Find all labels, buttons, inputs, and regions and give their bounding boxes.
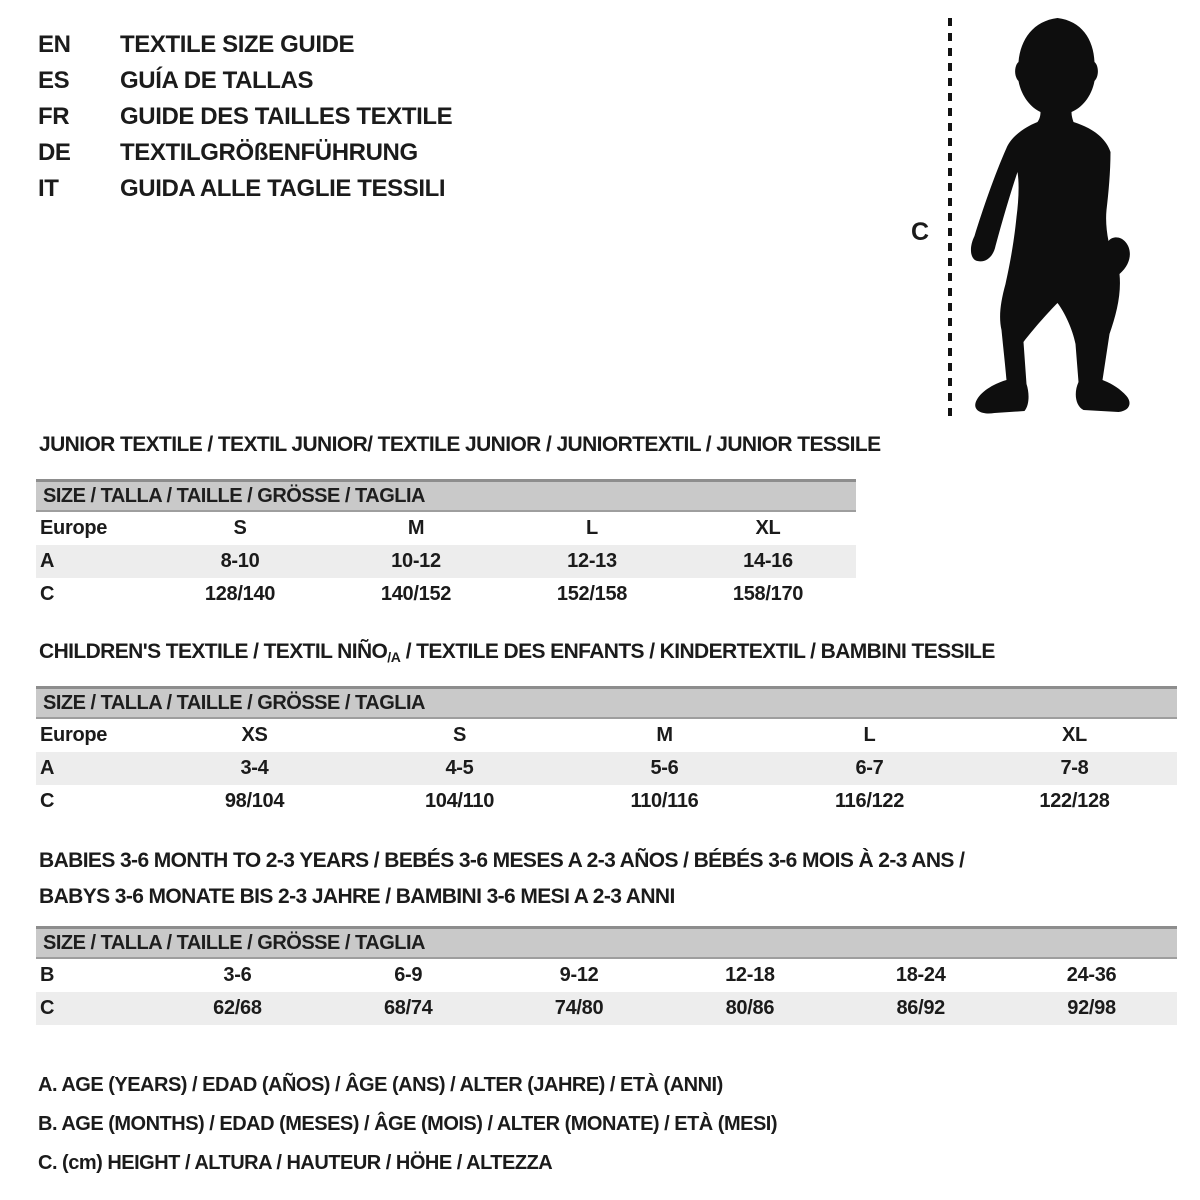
table-row (36, 719, 1177, 752)
table-row (36, 959, 1177, 992)
table-cell: 12-18 (725, 964, 775, 986)
table-cell: 140/152 (380, 583, 452, 605)
legend-line-height-cm: C. (cm) HEIGHT / ALTURA / HAUTEUR / HÖHE / ALTEZZA (38, 1152, 553, 1174)
section-title-text: / TEXTILE DES ENFANTS / KINDERTEXTIL / BAMBINI TESSILE (400, 640, 995, 663)
legend-line-age-months: B. AGE (MONTHS) / EDAD (MESES) / ÂGE (MOIS) / ALTER (MONATE) / ETÀ (MESI) (38, 1113, 778, 1135)
section-title-subscript: /A (387, 649, 401, 665)
table-cell: 92/98 (1067, 997, 1116, 1019)
table-row (36, 512, 856, 545)
language-code: DE (38, 139, 71, 166)
table-cell: 24-36 (1066, 964, 1117, 986)
table-cell: L (586, 517, 598, 539)
table-cell: L (863, 724, 876, 746)
size-header-bar: SIZE / TALLA / TAILLE / GRÖSSE / TAGLIA (36, 926, 1177, 959)
table-cell: 74/80 (554, 997, 604, 1019)
table-cell: 8-10 (220, 550, 260, 572)
legend-line-age-years: A. AGE (YEARS) / EDAD (AÑOS) / ÂGE (ANS) / ALTER (JAHRE) / ETÀ (ANNI) (38, 1074, 723, 1096)
table-cell: 9-12 (559, 964, 599, 986)
row-label: A (40, 550, 55, 572)
table-cell: 128/140 (204, 583, 276, 605)
language-row (38, 63, 452, 99)
table-cell: 62/68 (213, 997, 262, 1019)
measure-legend (38, 1066, 777, 1183)
table-cell: M (407, 517, 425, 539)
table-cell: XL (755, 517, 781, 539)
table-cell: S (452, 724, 467, 746)
table-cell: 86/92 (896, 997, 945, 1019)
size-header-bar: SIZE / TALLA / TAILLE / GRÖSSE / TAGLIA (36, 686, 1177, 719)
table-cell: 98/104 (224, 790, 285, 812)
table-cell: 12-13 (567, 550, 617, 572)
size-table-body (36, 512, 856, 611)
junior-textile-section (36, 433, 881, 611)
table-cell: 3-6 (223, 964, 252, 986)
language-title: TEXTILE SIZE GUIDE (120, 31, 355, 58)
language-row (38, 27, 452, 63)
table-cell: 5-6 (650, 757, 679, 779)
table-cell: 7-8 (1060, 757, 1089, 779)
section-title: BABYS 3-6 MONATE BIS 2-3 JAHRE / BAMBINI 3-6 MESI A 2-3 ANNI (39, 885, 675, 908)
row-label: C (40, 583, 55, 605)
babies-textile-section (36, 850, 1177, 1025)
table-cell: 110/116 (630, 790, 699, 812)
table-cell: 18-24 (895, 964, 946, 986)
height-measure-dashed-line (948, 18, 952, 418)
table-cell: 122/128 (1039, 790, 1110, 812)
language-code: ES (38, 67, 70, 94)
language-row (38, 99, 452, 135)
language-code: EN (38, 31, 71, 58)
table-row (36, 578, 856, 611)
childrens-textile-section (36, 641, 1177, 818)
language-row (38, 171, 452, 207)
table-cell: 6-9 (394, 964, 423, 986)
language-title: GUIDE DES TAILLES TEXTILE (120, 103, 453, 130)
table-row (36, 992, 1177, 1025)
language-list (38, 27, 452, 207)
size-table-body (36, 959, 1177, 1025)
language-title: GUÍA DE TALLAS (120, 67, 314, 94)
table-cell: 68/74 (383, 997, 433, 1019)
table-cell: 152/158 (556, 583, 628, 605)
height-measure-figure (903, 12, 1159, 424)
section-title (39, 641, 1177, 663)
language-code: IT (38, 175, 59, 202)
section-title: JUNIOR TEXTILE / TEXTIL JUNIOR/ TEXTILE JUNIOR / JUNIORTEXTIL / JUNIOR TESSILE (39, 433, 881, 456)
table-cell: XS (241, 724, 268, 746)
row-label: C (40, 790, 55, 812)
row-label: C (40, 997, 55, 1019)
row-label: A (40, 757, 55, 779)
section-title-text: CHILDREN'S TEXTILE / TEXTIL NIÑO (39, 640, 388, 663)
language-row (38, 135, 452, 171)
size-header-bar: SIZE / TALLA / TAILLE / GRÖSSE / TAGLIA (36, 479, 856, 512)
table-cell: S (233, 517, 247, 539)
table-row (36, 752, 1177, 785)
row-label: Europe (40, 724, 108, 746)
size-table-body (36, 719, 1177, 818)
table-cell: 10-12 (391, 550, 441, 572)
table-cell: 158/170 (732, 583, 804, 605)
table-cell: 80/86 (725, 997, 775, 1019)
table-cell: 14-16 (743, 550, 793, 572)
table-cell: 6-7 (855, 757, 884, 779)
table-row (36, 785, 1177, 818)
height-measure-label: C (911, 218, 930, 246)
table-cell: M (656, 724, 673, 746)
table-cell: 4-5 (445, 757, 474, 779)
language-code: FR (38, 103, 70, 130)
table-cell: 3-4 (240, 757, 269, 779)
table-cell: 116/122 (834, 790, 905, 812)
row-label: B (40, 964, 55, 986)
section-title: BABIES 3-6 MONTH TO 2-3 YEARS / BEBÉS 3-6 MESES A 2-3 AÑOS / BÉBÉS 3-6 MOIS À 2-3 ANS / (39, 849, 965, 872)
language-title: GUIDA ALLE TAGLIE TESSILI (120, 175, 446, 202)
language-title: TEXTILGRÖßENFÜHRUNG (120, 139, 418, 166)
table-row (36, 545, 856, 578)
table-cell: XL (1062, 724, 1087, 746)
row-label: Europe (40, 517, 108, 539)
table-cell: 104/110 (424, 790, 495, 812)
toddler-silhouette-icon (960, 12, 1146, 422)
